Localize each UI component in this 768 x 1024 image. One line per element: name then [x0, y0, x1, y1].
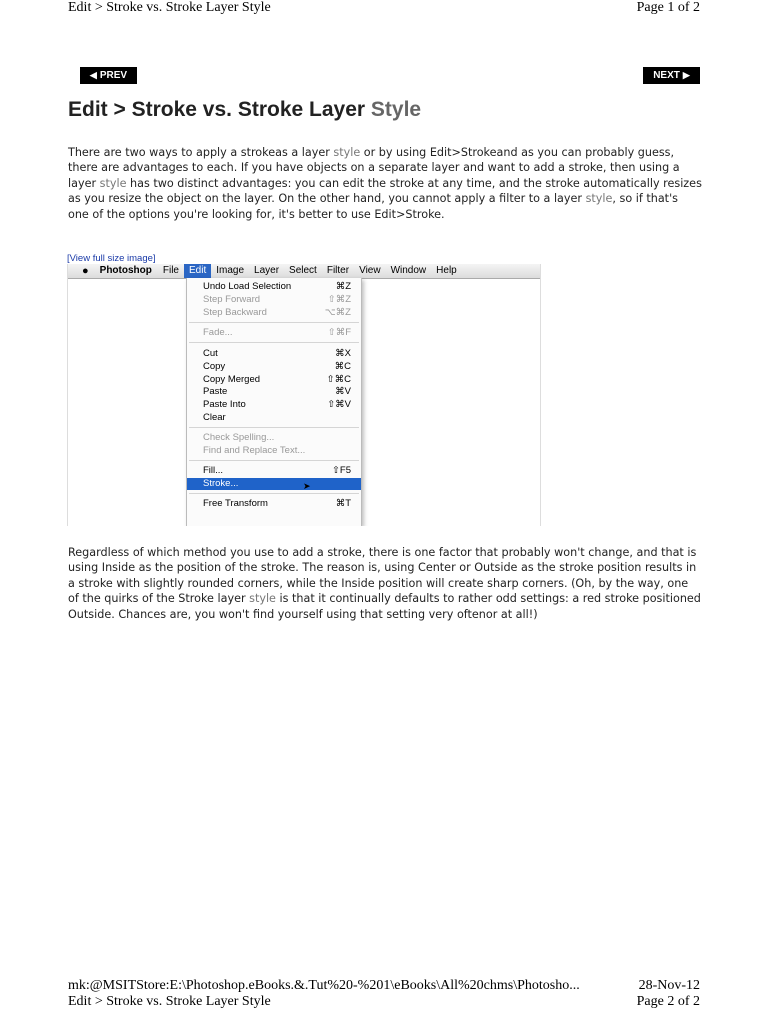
footer-left — [68, 978, 580, 1010]
menu-item-check-spelling — [187, 432, 361, 444]
para2-keyword-1: style — [249, 592, 276, 606]
menu-item-label: Step Forward — [203, 294, 261, 305]
menu-item-shortcut: ⌘C — [334, 361, 351, 372]
menu-separator — [189, 427, 359, 428]
menu-item-shortcut: ⌥⌘Z — [324, 307, 351, 318]
para1-text-4: , so if that's one of the options you're looking for, it's better to use Edit>Stroke. — [68, 192, 678, 221]
menu-item-step-forward — [187, 294, 361, 306]
prev-button[interactable] — [80, 67, 137, 84]
view-full-size-link[interactable]: [View full size image] — [67, 253, 156, 264]
menu-item-label: Fill... — [203, 465, 224, 476]
menu-item-cut — [187, 348, 361, 360]
para1-keyword-1: style — [333, 146, 361, 159]
footer-title: Edit > Stroke vs. Stroke Layer Style — [68, 994, 271, 1009]
menu-item-stroke — [187, 478, 361, 490]
menu-item-shortcut: ⌘T — [335, 498, 351, 509]
menu-item-copy — [187, 361, 361, 373]
next-button-label: NEXT — [653, 70, 680, 81]
menu-item-shortcut: ⇧⌘C — [326, 374, 351, 385]
menu-item-paste-into — [187, 399, 361, 411]
page-title-main: Edit > Stroke vs. Stroke Layer — [68, 98, 371, 121]
para2-text-1: Regardless of which method you use to add a stroke, there is one factor that probably won't change, and that is using Inside as the position of the stroke. The reason is, using Center or Outside as the stroke position results in a stroke with slightly rounded corners, while the Inside position will create sharp corners. (Oh, by the way, one of the quirks of the Stroke layer — [68, 546, 697, 606]
menu-item-label: Clear — [203, 412, 226, 423]
menu-app-name: Photoshop — [99, 265, 152, 276]
menu-item-clear — [187, 412, 361, 424]
para2-text-2: is that it continually defaults to rather odd settings: a red stroke positioned Outside. Chances are, you won't find yourself using that setting very oftenor at all!) — [68, 592, 701, 621]
photoshop-edit-menu-screenshot — [67, 264, 541, 526]
menu-view: View — [359, 265, 381, 276]
menu-item-label: Find and Replace Text... — [203, 445, 306, 456]
page-title — [68, 98, 421, 122]
para1-keyword-2: style — [99, 176, 127, 190]
page-title-highlight: Style — [370, 98, 422, 121]
menu-item-shortcut: ⌘X — [335, 348, 351, 359]
menu-separator — [189, 322, 359, 323]
menu-item-label: Paste — [203, 386, 228, 397]
menu-item-label: Stroke... — [203, 478, 239, 489]
menu-item-shortcut: ⇧⌘F — [327, 327, 351, 338]
menu-item-find-replace — [187, 445, 361, 457]
mac-menu-bar — [68, 264, 540, 279]
prev-button-label: PREV — [99, 70, 128, 81]
menu-separator — [189, 493, 359, 494]
menu-select: Select — [289, 265, 317, 276]
intro-paragraph — [68, 145, 702, 222]
menu-file: File — [162, 265, 179, 276]
menu-item-undo — [187, 281, 361, 293]
para1-text-2: or by using Edit>Strokeand as you can probably guess, there are advantages to each. If you have objects on a separate layer and want to add a stroke, then using a layer — [68, 146, 680, 190]
menu-item-label: Paste Into — [203, 399, 246, 410]
menu-separator — [189, 342, 359, 343]
menu-item-label: Cut — [203, 348, 218, 359]
mouse-cursor-icon: ➤ — [303, 481, 311, 491]
body-paragraph — [68, 545, 702, 622]
left-arrow-icon: ◀ — [89, 70, 97, 80]
menu-item-label: Step Backward — [203, 307, 267, 318]
menu-item-label: Fade... — [203, 327, 233, 338]
footer-page-number: Page 2 of 2 — [636, 994, 700, 1009]
apple-icon: ● — [82, 265, 89, 277]
menu-item-fade — [187, 327, 361, 339]
menu-item-label: Free Transform — [203, 498, 268, 509]
page-header-page-number: Page 1 of 2 — [636, 0, 700, 15]
footer-right — [637, 978, 700, 1010]
menu-window: Window — [390, 265, 427, 276]
menu-item-paste — [187, 386, 361, 398]
menu-item-label: Undo Load Selection — [203, 281, 292, 292]
menu-help: Help — [436, 265, 457, 276]
right-arrow-icon: ▶ — [682, 70, 690, 80]
footer-date: 28-Nov-12 — [638, 978, 700, 993]
menu-item-shortcut: ⌘V — [335, 386, 351, 397]
para1-keyword-3: style — [585, 192, 613, 206]
menu-edit: Edit — [184, 264, 211, 278]
menu-item-step-backward — [187, 307, 361, 319]
menu-item-label: Copy — [203, 361, 226, 372]
menu-item-label: Copy Merged — [203, 374, 261, 385]
menu-image: Image — [216, 265, 245, 276]
page-header-title: Edit > Stroke vs. Stroke Layer Style — [68, 0, 271, 15]
menu-item-label: Check Spelling... — [203, 432, 275, 443]
menu-layer: Layer — [254, 265, 280, 276]
menu-item-free-transform — [187, 498, 361, 510]
footer-path: mk:@MSITStore:E:\Photoshop.eBooks.&.Tut%20-%201\eBooks\All%20chms\Photosho... — [68, 978, 580, 993]
menu-item-copy-merged — [187, 374, 361, 386]
menu-separator — [189, 460, 359, 461]
menu-item-shortcut: ⌘Z — [335, 281, 351, 292]
menu-item-shortcut: ⇧F5 — [331, 465, 351, 476]
para1-text-1: There are two ways to apply a strokeas a layer — [68, 146, 334, 159]
para1-text-3: has two distinct advantages: you can edit the stroke at any time, and the stroke automatically resizes as you resize the object on the layer. On the other hand, you cannot apply a filter to a layer — [68, 176, 702, 206]
menu-item-shortcut: ⇧⌘V — [327, 399, 351, 410]
menu-item-fill — [187, 465, 361, 477]
menu-item-shortcut: ⇧⌘Z — [327, 294, 351, 305]
menu-filter: Filter — [326, 265, 350, 276]
edit-dropdown-menu — [186, 278, 362, 526]
next-button[interactable] — [643, 67, 700, 84]
